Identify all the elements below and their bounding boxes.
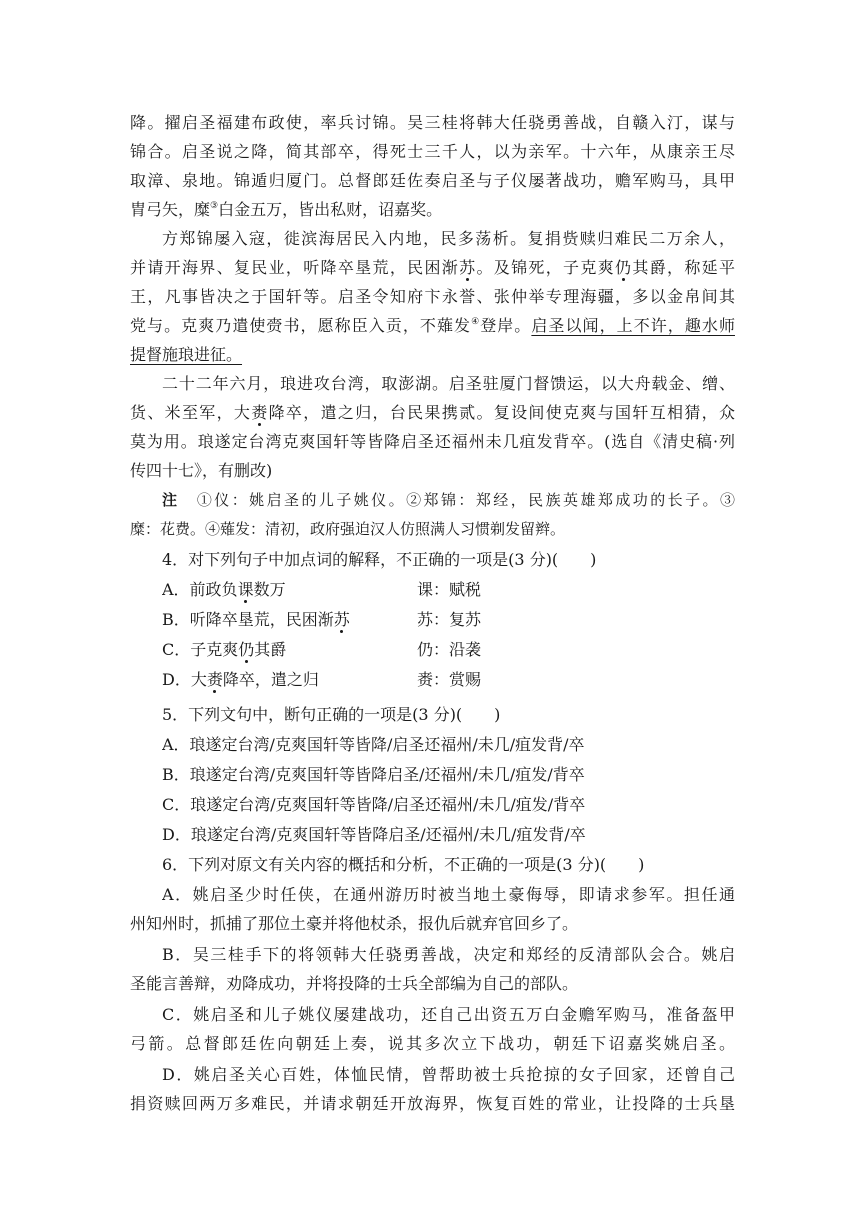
passage-line: 锦合。启圣说之降，简其部卒，得死士三千人，以为亲军。十六年，从康亲王尽 [130, 142, 735, 161]
question-4-option-b[interactable]: B．听降卒垦荒，民困渐苏 苏：复苏 [162, 605, 735, 634]
question-6-option-c[interactable]: C．姚启圣和儿子姚仪屡建战功，还自己出资五万白金赡军购马，准备盔甲 [162, 1005, 735, 1024]
emphasis-char: 赉 [251, 398, 267, 427]
question-6-option-a-cont: 州知州时，抓捕了那位土豪并将他杖杀，报仇后就弃官回乡了。 [130, 914, 579, 933]
question-6-option-c-cont: 弓箭。总督郎廷佐向朝廷上奏，说其多次立下战功，朝廷下诏嘉奖姚启圣。 [130, 1034, 735, 1053]
notes-line: 糜：花费。④薙发：清初，政府强迫汉人仿照满人习惯剃发留辫。 [130, 520, 566, 538]
notes-label: 注 [162, 491, 180, 509]
passage-line: 传四十七》，有删改) [130, 461, 273, 480]
passage-line: 取漳、泉地。锦遁归厦门。总督郎廷佐奏启圣与子仪屡著战功，赡军购马，具甲 [130, 171, 735, 190]
question-5-stem: 5．下列文句中，断句正确的一项是(3 分)( ) [162, 705, 501, 724]
question-4-option-c[interactable]: C．子克爽仍其爵 仍：沿袭 [162, 635, 735, 664]
passage-line: 并请开海界、复民业，听降卒垦荒，民困渐苏。及锦死，子克爽仍其爵，称延平 [130, 253, 735, 282]
passage-line [130, 340, 735, 369]
question-4-stem: 4．对下列句子中加点词的解释，不正确的一项是(3 分)( ) [162, 550, 597, 569]
underlined-sentence: 启圣以闻，上不许，趣水师 [531, 316, 735, 335]
question-4-option-d[interactable]: D．大赉降卒，遣之归 赉：赏赐 [162, 665, 735, 694]
emphasis-char: 仍 [615, 253, 631, 282]
footnote-ref: ④ [471, 317, 481, 327]
question-5-option-d[interactable]: D．琅遂定台湾/克爽国轩等皆降启圣/还福州/未几/疽发背/卒 [162, 825, 586, 844]
passage-line: 王，凡事皆决之于国轩等。启圣令知府卞永誉、张仲举专理海疆，多以金帛间其 [130, 287, 735, 306]
passage-line: 货、米至军，大赉降卒，遣之归，台民果携贰。复设间使克爽与国轩互相猜，众 [130, 398, 735, 427]
question-6-option-d-cont: 捐资赎回两万多难民，并请求朝廷开放海界，恢复百姓的常业，让投降的士兵垦 [130, 1094, 735, 1113]
underlined-sentence: 提督施琅进征。 [130, 345, 243, 364]
question-5-option-c[interactable]: C．琅遂定台湾/克爽国轩等皆降/启圣还福州/未几/疽发/背卒 [162, 795, 586, 814]
footnote-ref: ③ [210, 201, 219, 211]
question-5-option-a[interactable]: A．琅遂定台湾/克爽国轩等皆降/启圣还福州/未几/疽发背/卒 [162, 735, 585, 754]
emphasis-char: 苏 [459, 253, 475, 282]
question-5-option-b[interactable]: B．琅遂定台湾/克爽国轩等皆降启圣/还福州/未几/疽发/背卒 [162, 765, 585, 784]
question-6-stem: 6．下列对原文有关内容的概括和分析，不正确的一项是(3 分)( ) [162, 855, 645, 874]
passage-line: 胄弓矢，糜③白金五万，皆出私财，诏嘉奖。 [130, 200, 443, 219]
question-6-option-a[interactable]: A．姚启圣少时任侠，在通州游历时被当地土豪侮辱，即请求参军。担任通 [162, 885, 735, 904]
question-6-option-d[interactable]: D．姚启圣关心百姓，体恤民情，曾帮助被士兵抢掠的女子回家，还曾自己 [162, 1065, 735, 1084]
passage-line: 二十二年六月，琅进攻台湾，取澎湖。启圣驻厦门督馈运，以大舟载金、缯、 [162, 374, 735, 393]
question-6-option-b-cont: 圣能言善辩，劝降成功，并将投降的士兵全部编为自己的部队。 [130, 974, 579, 993]
passage-line: 降。擢启圣福建布政使，率兵讨锦。吴三桂将韩大任骁勇善战，自赣入汀，谋与 [130, 113, 735, 132]
passage-line: 莫为用。琅遂定台湾克爽国轩等皆降启圣还福州未几疽发背卒。(选自《清史稿·列 [130, 432, 735, 451]
question-6-option-b[interactable]: B．吴三桂手下的将领韩大任骁勇善战，决定和郑经的反清部队会合。姚启 [162, 945, 735, 964]
question-4-option-a[interactable]: A．前政负课数万 课：赋税 [162, 575, 735, 604]
passage-line: 方郑锦屡入寇，徙滨海居民入内地，民多荡析。复捐赀赎归难民二万余人， [162, 229, 735, 248]
notes-line: 注 ①仪：姚启圣的儿子姚仪。②郑锦：郑经，民族英雄郑成功的长子。③ [162, 491, 735, 509]
passage-line: 党与。克爽乃遣使赍书，愿称臣入贡，不薙发④登岸。启圣以闻，上不许，趣水师 [130, 316, 735, 335]
